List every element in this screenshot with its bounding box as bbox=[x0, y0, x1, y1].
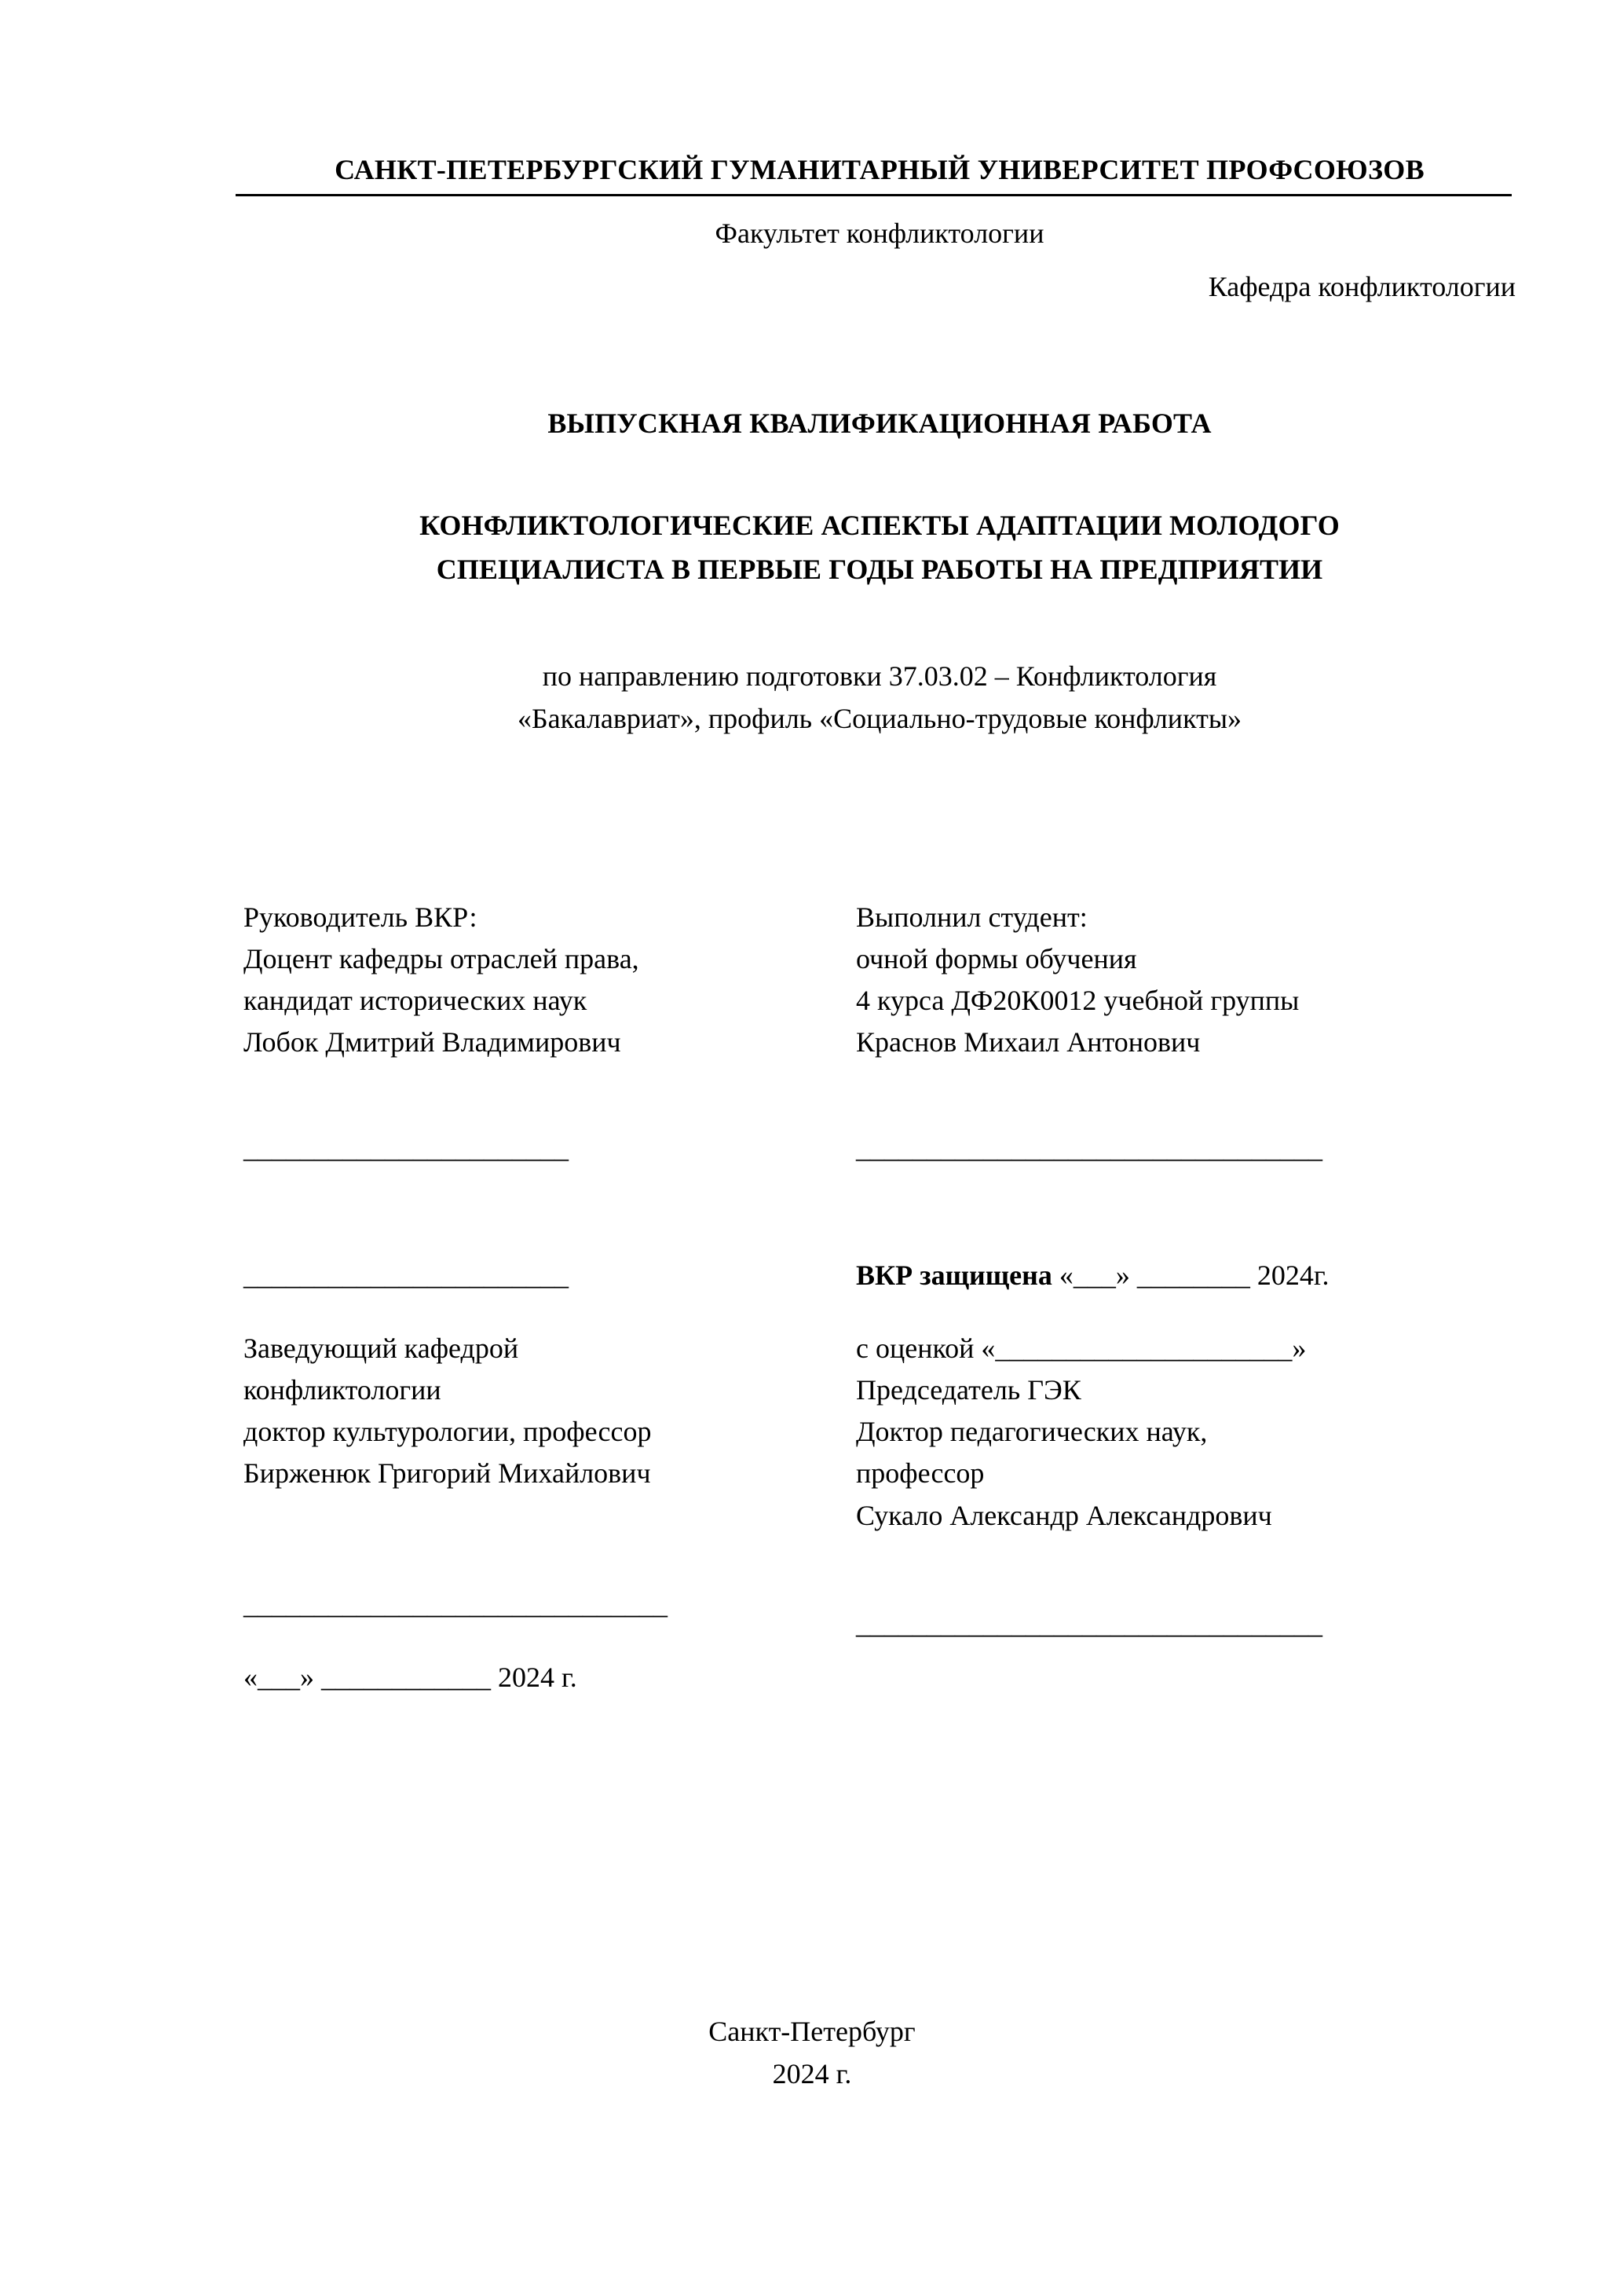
student-name: Краснов Михаил Антонович bbox=[856, 1026, 1201, 1058]
chair-name: Сукало Александр Александрович bbox=[856, 1499, 1272, 1531]
direction-line-2: «Бакалавриат», профиль «Социально-трудовые конфликты» bbox=[517, 702, 1242, 734]
head-of-department-degree: доктор культурологии, профессор bbox=[243, 1416, 652, 1448]
document-type: ВЫПУСКНАЯ КВАЛИФИКАЦИОННАЯ РАБОТА bbox=[547, 408, 1212, 439]
left-signature-column bbox=[243, 897, 848, 1698]
head-of-department-role-line-1: Заведующий кафедрой bbox=[243, 1332, 519, 1364]
chair-degree-line-2: профессор bbox=[856, 1457, 985, 1490]
defense-date: «___» ________ 2024г. bbox=[1059, 1259, 1330, 1291]
faculty-name: Факультет конфликтологии bbox=[715, 218, 1044, 249]
chair-final-signature-line: _________________________________ bbox=[856, 1607, 1322, 1640]
university-name: САНКТ-ПЕТЕРБУРГСКИЙ ГУМАНИТАРНЫЙ УНИВЕРСИТЕТ ПРОФСОЮЗОВ bbox=[335, 154, 1425, 185]
defense-grade-line: с оценкой «_____________________» bbox=[856, 1332, 1307, 1364]
defense-date-row bbox=[856, 1259, 1508, 1292]
head-of-department-final-signature-line: ______________________________ bbox=[243, 1588, 668, 1620]
supervisor-name: Лобок Дмитрий Владимирович bbox=[243, 1026, 621, 1058]
footer-year: 2024 г. bbox=[772, 2058, 852, 2089]
supervisor-signature-line: _______________________ bbox=[243, 1132, 569, 1164]
department-name: Кафедра конфликтологии bbox=[1208, 271, 1516, 302]
study-direction bbox=[236, 655, 1523, 740]
chair-label: Председатель ГЭК bbox=[856, 1373, 1081, 1406]
supervisor-degree: кандидат исторических наук bbox=[243, 985, 587, 1017]
head-of-department-signature-line: _______________________ bbox=[243, 1259, 569, 1291]
page-footer bbox=[0, 2010, 1624, 2095]
header-divider bbox=[236, 194, 1512, 196]
right-signature-column bbox=[856, 897, 1508, 1640]
chair-degree-line-1: Доктор педагогических наук, bbox=[856, 1416, 1208, 1448]
title-page-content bbox=[236, 153, 1523, 1693]
student-group: 4 курса ДФ20К0012 учебной группы bbox=[856, 985, 1300, 1017]
footer-city: Санкт-Петербург bbox=[708, 2016, 916, 2047]
head-of-department-name: Бирженюк Григорий Михайлович bbox=[243, 1457, 651, 1490]
thesis-title-line-2: СПЕЦИАЛИСТА В ПЕРВЫЕ ГОДЫ РАБОТЫ НА ПРЕДПРИЯТИИ bbox=[436, 553, 1323, 585]
head-of-department-role-line-2: конфликтологии bbox=[243, 1373, 441, 1406]
head-of-department-date-line: «___» ____________ 2024 г. bbox=[243, 1661, 577, 1693]
student-form: очной формы обучения bbox=[856, 942, 1137, 974]
student-role-label: Выполнил студент: bbox=[856, 901, 1088, 933]
defense-label: ВКР защищена bbox=[856, 1259, 1052, 1291]
supervisor-role-label: Руководитель ВКР: bbox=[243, 901, 477, 933]
supervisor-position: Доцент кафедры отраслей права, bbox=[243, 942, 639, 974]
thesis-title bbox=[236, 504, 1523, 592]
direction-line-1: по направлению подготовки 37.03.02 – Конфликтология bbox=[542, 660, 1217, 692]
thesis-title-line-1: КОНФЛИКТОЛОГИЧЕСКИЕ АСПЕКТЫ АДАПТАЦИИ МОЛОДОГО bbox=[419, 510, 1340, 541]
student-signature-line: _________________________________ bbox=[856, 1132, 1322, 1164]
